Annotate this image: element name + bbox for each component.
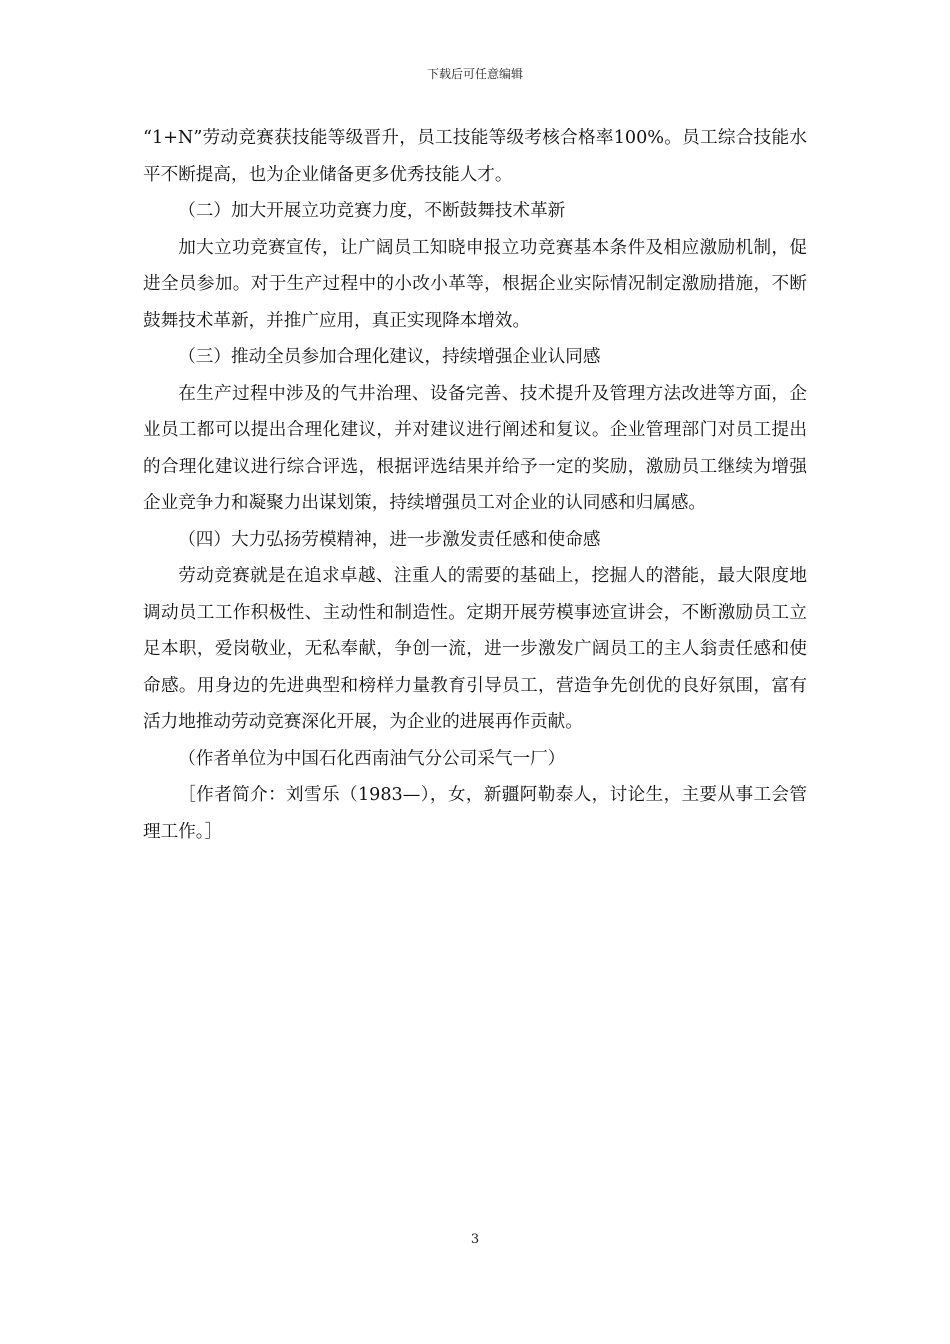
section-heading-3: （三）推动全员参加合理化建议，持续增强企业认同感 bbox=[178, 347, 601, 367]
paragraph: 在生产过程中涉及的气井治理、设备完善、技术提升及管理方法改进等方面，企业员工都可以提出合理化建议，并对建议进行阐述和复议。企业管理部门对员工提出的合理化建议进行综合评选，根据评选结果并给予一定的奖励，激励员工继续为增强企业竞争力和凝聚力出谋划策，持续增强员工对企业的认同感和归属感。 bbox=[143, 383, 807, 513]
section-heading-2: （二）加大开展立功竞赛力度，不断鼓舞技术革新 bbox=[178, 201, 566, 221]
author-affiliation: （作者单位为中国石化西南油气分公司采气一厂） bbox=[178, 748, 566, 769]
page-header: 下载后可任意编辑 bbox=[426, 67, 523, 81]
page-number: 3 bbox=[470, 1232, 480, 1247]
paragraph: 劳动竞赛就是在追求卓越、注重人的需要的基础上，挖掘人的潜能，最大限度地调动员工工作积极性、主动性和制造性。定期开展劳模事迹宣讲会，不断激励员工立足本职，爱岗敬业，无私奉献，争创一流，进一步激发广阔员工的主人翁责任感和使命感。用身边的先进典型和榜样力量教育引导员工，营造争先创优的良好氛围，富有活力地推动劳动竞赛深化开展，为企业的进展再作贡献。 bbox=[143, 566, 807, 732]
document-body bbox=[143, 120, 807, 850]
section-heading-4: （四）大力弘扬劳模精神，进一步激发责任感和使命感 bbox=[178, 529, 601, 550]
author-bio: ［作者简介：刘雪乐（1983—），女，新疆阿勒泰人，讨论生，主要从事工会管理工作。］ bbox=[143, 785, 807, 842]
paragraph-continuation: “1+N”劳动竞赛获技能等级晋升，员工技能等级考核合格率100%。员工综合技能水平不断提高，也为企业储备更多优秀技能人才。 bbox=[143, 128, 807, 185]
paragraph: 加大立功竞赛宣传，让广阔员工知晓申报立功竞赛基本条件及相应激励机制，促进全员参加。对于生产过程中的小改小革等，根据企业实际情况制定激励措施，不断鼓舞技术革新，并推广应用，真正实现降本增效。 bbox=[143, 237, 807, 331]
